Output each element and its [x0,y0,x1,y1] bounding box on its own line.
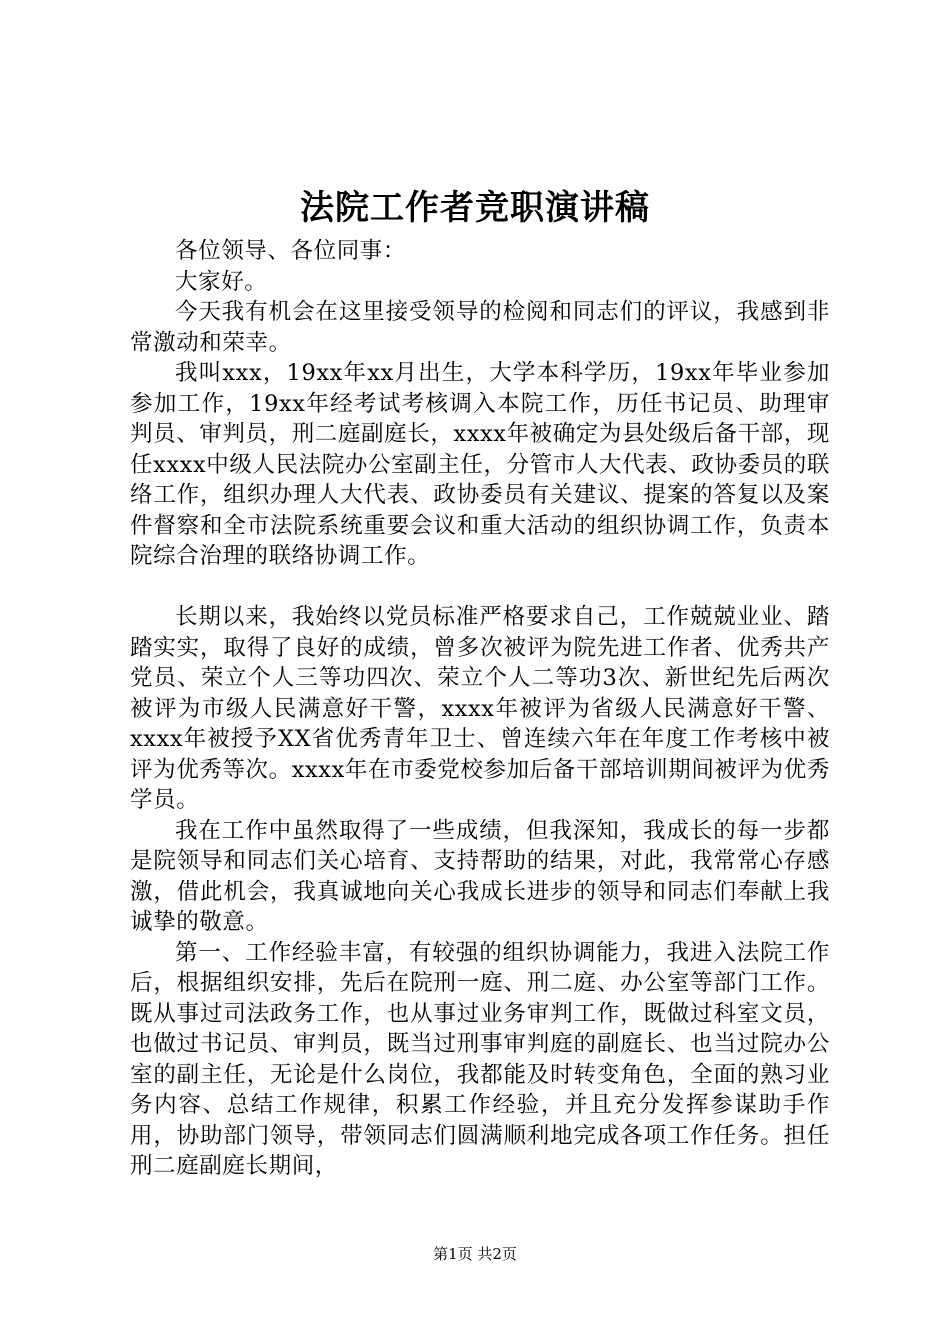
document-title: 法院工作者竞职演讲稿 [300,188,650,228]
paragraph-background: 我叫xxx，19xx年xx月出生，大学本科学历，19xx年毕业参加参加工作，19xx年经考试考核调入本院工作，历任书记员、助理审判员、审判员，刑二庭副庭长，xxxx年被确定为县处级后备干部，现任xxxx中级人民法院办公室副主任，分管市人大代表、政协委员的联络工作，组织办理人大代表、政协委员有关建议、提案的答复以及案件督察和全市法院系统重要会议和重大活动的组织协调工作，负责本院综合治理的联络协调工作。 [130,360,830,569]
paragraph-intro: 今天我有机会在这里接受领导的检阅和同志们的评议，我感到非常激动和荣幸。 [130,299,830,356]
greeting: 大家好。 [175,268,268,295]
salutation: 各位领导、各位同事： [175,238,407,264]
paragraph-achievements: 长期以来，我始终以党员标准严格要求自己，工作兢兢业业、踏踏实实，取得了良好的成绩，曾多次被评为院先进工作者、优秀共产党员、荣立个人三等功四次、荣立个人二等功3次、新世纪先后两次被评为市级人民满意好干警，xxxx年被评为省级人民满意好干警、xxxx年被授予XX省优秀青年卫士、曾连续六年在年度工作考核中被评为优秀等次。xxxx年在市委党校参加后备干部培训期间被评为优秀学员。 [130,604,830,813]
document-body [130,236,830,1182]
paragraph-gratitude: 我在工作中虽然取得了一些成绩，但我深知，我成长的每一步都是院领导和同志们关心培育、支持帮助的结果，对此，我常常心存感激，借此机会，我真诚地向关心我成长进步的领导和同志们奉献上我诚挚的敬意。 [130,817,830,935]
page-number-footer: 第1页 共2页 [433,1245,517,1263]
paragraph-experience: 第一、工作经验丰富，有较强的组织协调能力，我进入法院工作后，根据组织安排，先后在院刑一庭、刑二庭、办公室等部门工作。既从事过司法政务工作，也从事过业务审判工作，既做过科室文员，也做过书记员、审判员，既当过刑事审判庭的副庭长、也当过院办公室的副主任，无论是什么岗位，我都能及时转变角色，全面的熟习业务内容、总结工作规律，积累工作经验，并且充分发挥参谋助手作用，协助部门领导，带领同志们圆满顺利地完成各项工作任务。担任刑二庭副庭长期间， [130,939,830,1179]
